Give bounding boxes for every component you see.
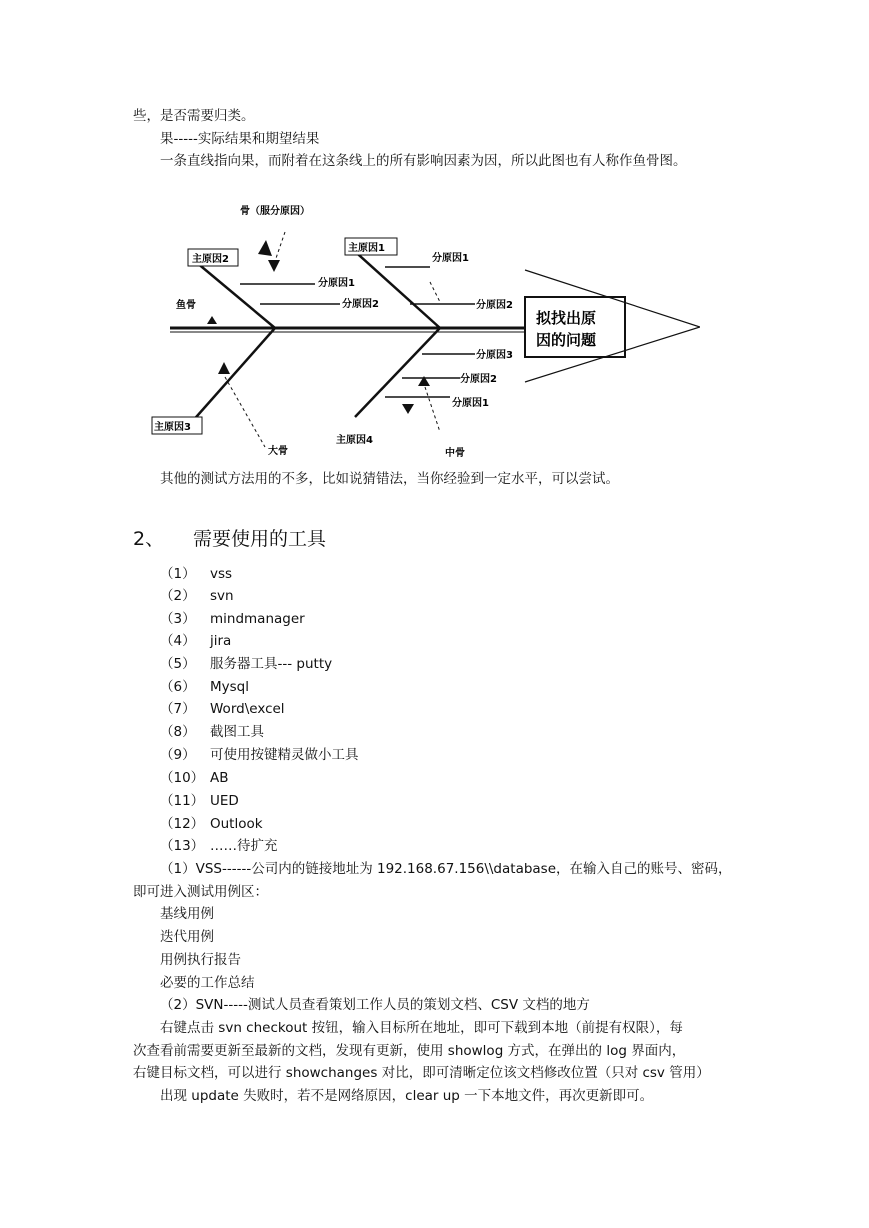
problem-head-line1: 拟找出原 xyxy=(536,309,597,327)
list-item: （9） 可使用按键精灵做小工具 xyxy=(160,747,359,763)
small-bone-label: 骨（服分原因） xyxy=(240,206,310,217)
big-bone-label: 大骨 xyxy=(268,446,288,457)
sub-cause-2-right: 分原因2 xyxy=(476,300,513,311)
vss-item-baseline: 基线用例 xyxy=(160,906,214,922)
spine-label: 鱼骨 xyxy=(176,300,196,311)
paragraph-other-methods: 其他的测试方法用的不多，比如说猜错法，当你经验到一定水平，可以尝试。 xyxy=(160,471,619,487)
svn-line2: 次查看前需要更新至最新的文档，发现有更新，使用 showlog 方式，在弹出的 log 界面内， xyxy=(133,1043,686,1059)
svn-line4: 出现 update 失败时，若不是网络原因，clear up 一下本地文件，再次更新即可。 xyxy=(160,1088,654,1104)
sub-cause-1-lower: 分原因1 xyxy=(452,398,489,409)
list-item: （1） vss xyxy=(160,566,233,582)
problem-head-line2: 因的问题 xyxy=(536,331,597,349)
section-heading xyxy=(133,527,326,551)
sub-cause-1-right: 分原因1 xyxy=(432,253,469,264)
list-item: （7） Word\excel xyxy=(160,701,285,717)
paragraph-result: 果-----实际结果和期望结果 xyxy=(160,131,320,147)
mid-bone-label: 中骨 xyxy=(445,448,465,459)
list-item: （8） 截图工具 xyxy=(160,724,264,740)
list-item: （6） Mysql xyxy=(160,679,249,695)
list-item: （10） AB xyxy=(160,770,229,786)
list-item: （3） mindmanager xyxy=(160,611,305,627)
vss-item-summary: 必要的工作总结 xyxy=(160,975,255,991)
sub-cause-2-left: 分原因2 xyxy=(342,299,379,310)
list-item: （12） Outlook xyxy=(160,816,263,832)
main-cause-3: 主原因3 xyxy=(154,422,191,433)
main-cause-4: 主原因4 xyxy=(336,435,373,446)
svn-line1: 右键点击 svn checkout 按钮，输入目标所在地址，即可下载到本地（前提有权限），每 xyxy=(160,1020,683,1036)
sub-cause-2-lower: 分原因2 xyxy=(460,374,497,385)
main-cause-2: 主原因2 xyxy=(192,254,229,265)
sub-cause-1-left: 分原因1 xyxy=(318,278,355,289)
svn-line3: 右键目标文档，可以进行 showchanges 对比，即可清晰定位该文档修改位置（只对 csv 管用） xyxy=(133,1065,710,1081)
main-cause-1: 主原因1 xyxy=(348,243,385,254)
section-number: 2、 xyxy=(133,528,165,550)
list-item: （5） 服务器工具--- putty xyxy=(160,656,333,672)
list-item: （13） ……待扩充 xyxy=(160,838,278,854)
paragraph-fishbone-intro: 一条直线指向果，而附着在这条线上的所有影响因素为因，所以此图也有人称作鱼骨图。 xyxy=(160,153,687,169)
list-item: （4） jira xyxy=(160,633,232,649)
sub-cause-3-right: 分原因3 xyxy=(476,350,513,361)
paragraph-continuation: 些，是否需要归类。 xyxy=(133,108,255,124)
list-item: （11） UED xyxy=(160,793,239,809)
fishbone-diagram xyxy=(140,192,700,460)
list-item: （2） svn xyxy=(160,588,234,604)
svn-title: （2）SVN-----测试人员查看策划工作人员的策划文档、CSV 文档的地方 xyxy=(160,997,590,1013)
vss-description-line2: 即可进入测试用例区： xyxy=(133,884,268,900)
vss-item-iteration: 迭代用例 xyxy=(160,929,214,945)
section-title: 需要使用的工具 xyxy=(193,528,327,550)
vss-item-report: 用例执行报告 xyxy=(160,952,241,968)
vss-description-line1: （1）VSS------公司内的链接地址为 192.168.67.156\\database，在输入自己的账号、密码， xyxy=(160,861,732,877)
